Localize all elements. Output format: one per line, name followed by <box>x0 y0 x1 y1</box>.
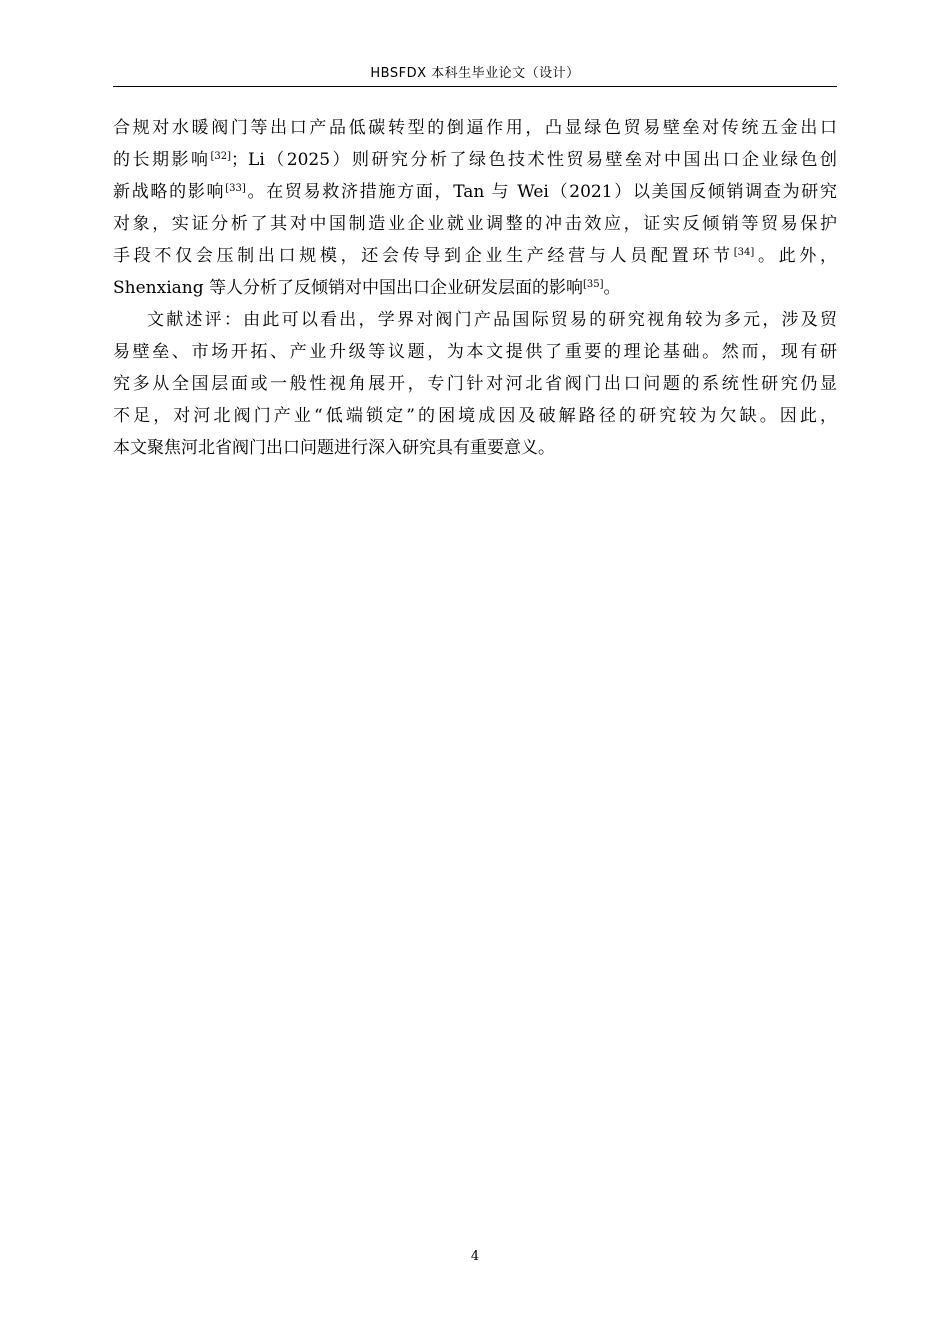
text-line: Shenxiang 等人分析了反倾销对中国出口企业研发层面的影响[35]。 <box>113 278 621 298</box>
text-line: 对象，实证分析了其对中国制造业企业就业调整的冲击效应，证实反倾销等贸易保护 <box>113 214 837 234</box>
text-line: 究多从全国层面或一般性视角展开，专门针对河北省阀门出口问题的系统性研究仍显 <box>113 374 837 394</box>
text-line: 新战略的影响[33]。在贸易救济措施方面，Tan 与 Wei（2021）以美国反倾销调查为研究 <box>113 182 837 202</box>
text-line: 本文聚焦河北省阀门出口问题进行深入研究具有重要意义。 <box>113 438 555 458</box>
citation-ref: [35] <box>583 279 604 290</box>
citation-ref: [33] <box>225 183 246 194</box>
page-number: 4 <box>470 1249 480 1264</box>
text-line: 合规对水暖阀门等出口产品低碳转型的倒逼作用，凸显绿色贸易壁垒对传统五金出口 <box>113 118 837 138</box>
citation-ref: [34] <box>733 247 755 258</box>
text-line: 的长期影响[32]；Li（2025）则研究分析了绿色技术性贸易壁垒对中国出口企业绿色创 <box>113 150 837 170</box>
text-line: 手段不仅会压制出口规模，还会传导到企业生产经营与人员配置环节[34]。此外， <box>113 246 837 266</box>
body-text <box>113 112 837 464</box>
citation-ref: [32] <box>210 151 232 162</box>
text-line: 易壁垒、市场开拓、产业升级等议题，为本文提供了重要的理论基础。然而，现有研 <box>113 342 837 362</box>
text-line: 文献述评：由此可以看出，学界对阀门产品国际贸易的研究视角较为多元，涉及贸 <box>147 310 837 330</box>
header-rule <box>113 86 837 87</box>
text-line: 不足，对河北阀门产业“低端锁定”的困境成因及破解路径的研究较为欠缺。因此， <box>113 406 837 426</box>
running-header: HBSFDX 本科生毕业论文（设计） <box>370 66 580 81</box>
